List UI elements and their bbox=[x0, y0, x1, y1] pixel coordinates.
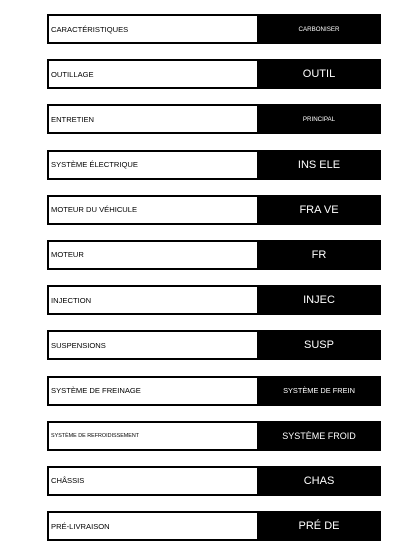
tab-label: ENTRETIEN bbox=[49, 106, 259, 132]
tab-label: MOTEUR DU VÉHICULE bbox=[49, 197, 259, 223]
tab-suspensions[interactable] bbox=[47, 330, 381, 360]
tab-label: INJECTION bbox=[49, 287, 259, 313]
tab-code: INJEC bbox=[259, 287, 379, 313]
tab-caracteristiques[interactable] bbox=[47, 14, 381, 44]
tab-entretien[interactable] bbox=[47, 104, 381, 134]
tab-code: CHAS bbox=[259, 468, 379, 494]
tab-pre-livraison[interactable] bbox=[47, 511, 381, 541]
tab-code: FR bbox=[259, 242, 379, 268]
section-tab-list bbox=[47, 14, 381, 556]
tab-label: CHÂSSIS bbox=[49, 468, 259, 494]
tab-code: SYSTÈME FROID bbox=[259, 423, 379, 449]
tab-systeme-electrique[interactable] bbox=[47, 150, 381, 180]
tab-label: CARACTÉRISTIQUES bbox=[49, 16, 259, 42]
tab-label: OUTILLAGE bbox=[49, 61, 259, 87]
tab-code: SYSTÈME DE FREIN bbox=[259, 378, 379, 404]
tab-code: INS ELE bbox=[259, 152, 379, 178]
tab-label: PRÉ-LIVRAISON bbox=[49, 513, 259, 539]
tab-code: FRA VE bbox=[259, 197, 379, 223]
tab-moteur[interactable] bbox=[47, 240, 381, 270]
tab-code: CARBONISER bbox=[259, 16, 379, 42]
tab-label: MOTEUR bbox=[49, 242, 259, 268]
tab-moteur-du-vehicule[interactable] bbox=[47, 195, 381, 225]
tab-label: SYSTÈME DE REFROIDISSEMENT bbox=[49, 423, 259, 449]
tab-code: PRÉ DE bbox=[259, 513, 379, 539]
tab-code: OUTIL bbox=[259, 61, 379, 87]
tab-label: SUSPENSIONS bbox=[49, 332, 259, 358]
tab-systeme-de-refroidissement[interactable] bbox=[47, 421, 381, 451]
tab-systeme-de-freinage[interactable] bbox=[47, 376, 381, 406]
tab-code: PRINCIPAL bbox=[259, 106, 379, 132]
tab-injection[interactable] bbox=[47, 285, 381, 315]
tab-chassis[interactable] bbox=[47, 466, 381, 496]
tab-outillage[interactable] bbox=[47, 59, 381, 89]
tab-label: SYSTÈME ÉLECTRIQUE bbox=[49, 152, 259, 178]
tab-label: SYSTÈME DE FREINAGE bbox=[49, 378, 259, 404]
tab-code: SUSP bbox=[259, 332, 379, 358]
